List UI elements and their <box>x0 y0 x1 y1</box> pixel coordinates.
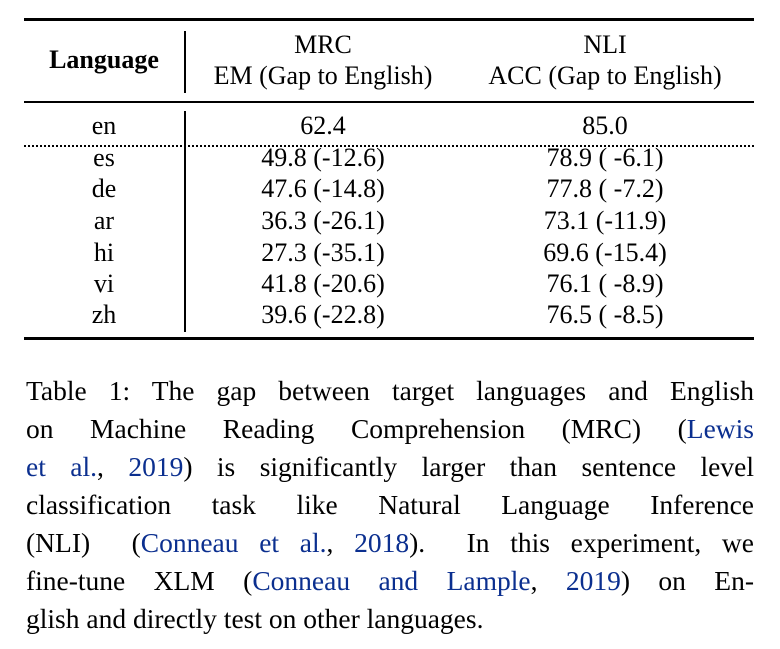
caption-text: fine-tune XLM ( <box>26 565 253 596</box>
caption-text: ) is significantly larger than sentence level <box>183 451 754 482</box>
citation-link[interactable]: Conneau et al. <box>140 527 327 558</box>
cell-mrc: 39.6 (-22.8) <box>261 300 385 329</box>
cell-language: de <box>91 174 117 203</box>
caption-line <box>26 448 754 486</box>
cell-language: hi <box>93 238 115 267</box>
table-header-rule <box>24 101 754 103</box>
caption-line <box>26 410 754 448</box>
caption-text: Table 1: The gap between target languages and English <box>26 375 754 406</box>
citation-link[interactable]: 2019 <box>128 451 184 482</box>
header-nli: NLI <box>583 30 627 59</box>
header-nli-subtitle: ACC (Gap to English) <box>488 61 722 90</box>
cell-nli: 73.1 (-11.9) <box>543 206 667 235</box>
cell-nli: 77.8 ( -7.2) <box>546 174 664 203</box>
caption-line <box>26 486 754 524</box>
citation-link[interactable]: 2019 <box>565 565 621 596</box>
caption-line <box>26 562 754 600</box>
table-caption <box>26 372 754 638</box>
table-body-vertical-divider <box>184 111 186 332</box>
caption-text: , <box>97 451 129 482</box>
cell-language: vi <box>93 269 115 298</box>
caption-text: (NLI) ( <box>26 527 141 558</box>
cell-mrc: 62.4 <box>300 111 346 140</box>
citation-link[interactable]: Lewis <box>686 413 754 444</box>
caption-text: on Machine Reading Comprehension (MRC) ( <box>26 413 687 444</box>
cell-language: en <box>91 111 117 140</box>
table-bottom-rule <box>24 337 754 340</box>
cell-nli: 76.1 ( -8.9) <box>546 269 664 298</box>
citation-link[interactable]: Conneau and Lample <box>252 565 531 596</box>
caption-text: classification task like Natural Language Inference <box>26 489 754 520</box>
cell-mrc: 47.6 (-14.8) <box>261 174 385 203</box>
cell-nli: 78.9 ( -6.1) <box>546 143 664 172</box>
caption-text: glish and directly test on other languages. <box>26 603 484 634</box>
citation-link[interactable]: et al. <box>26 451 98 482</box>
caption-text: ). In this experiment, we <box>409 527 754 558</box>
caption-text: , <box>326 527 355 558</box>
table-top-rule <box>24 18 754 21</box>
cell-mrc: 41.8 (-20.6) <box>261 269 385 298</box>
cell-mrc: 49.8 (-12.6) <box>261 143 385 172</box>
caption-line <box>26 524 754 562</box>
caption-line <box>26 600 754 638</box>
header-language: Language <box>49 45 159 74</box>
caption-line <box>26 372 754 410</box>
cell-language: ar <box>93 206 115 235</box>
cell-mrc: 36.3 (-26.1) <box>261 206 385 235</box>
citation-link[interactable]: 2018 <box>354 527 410 558</box>
header-mrc: MRC <box>294 30 352 59</box>
cell-nli: 85.0 <box>582 111 628 140</box>
caption-text: , <box>530 565 566 596</box>
cell-language: zh <box>91 300 117 329</box>
table-header-vertical-divider <box>184 31 186 93</box>
header-mrc-subtitle: EM (Gap to English) <box>213 61 433 90</box>
cell-nli: 69.6 (-15.4) <box>543 238 667 267</box>
cell-language: es <box>93 143 115 172</box>
cell-mrc: 27.3 (-35.1) <box>261 238 385 267</box>
caption-text: ) on En- <box>620 565 755 596</box>
cell-nli: 76.5 ( -8.5) <box>546 300 664 329</box>
